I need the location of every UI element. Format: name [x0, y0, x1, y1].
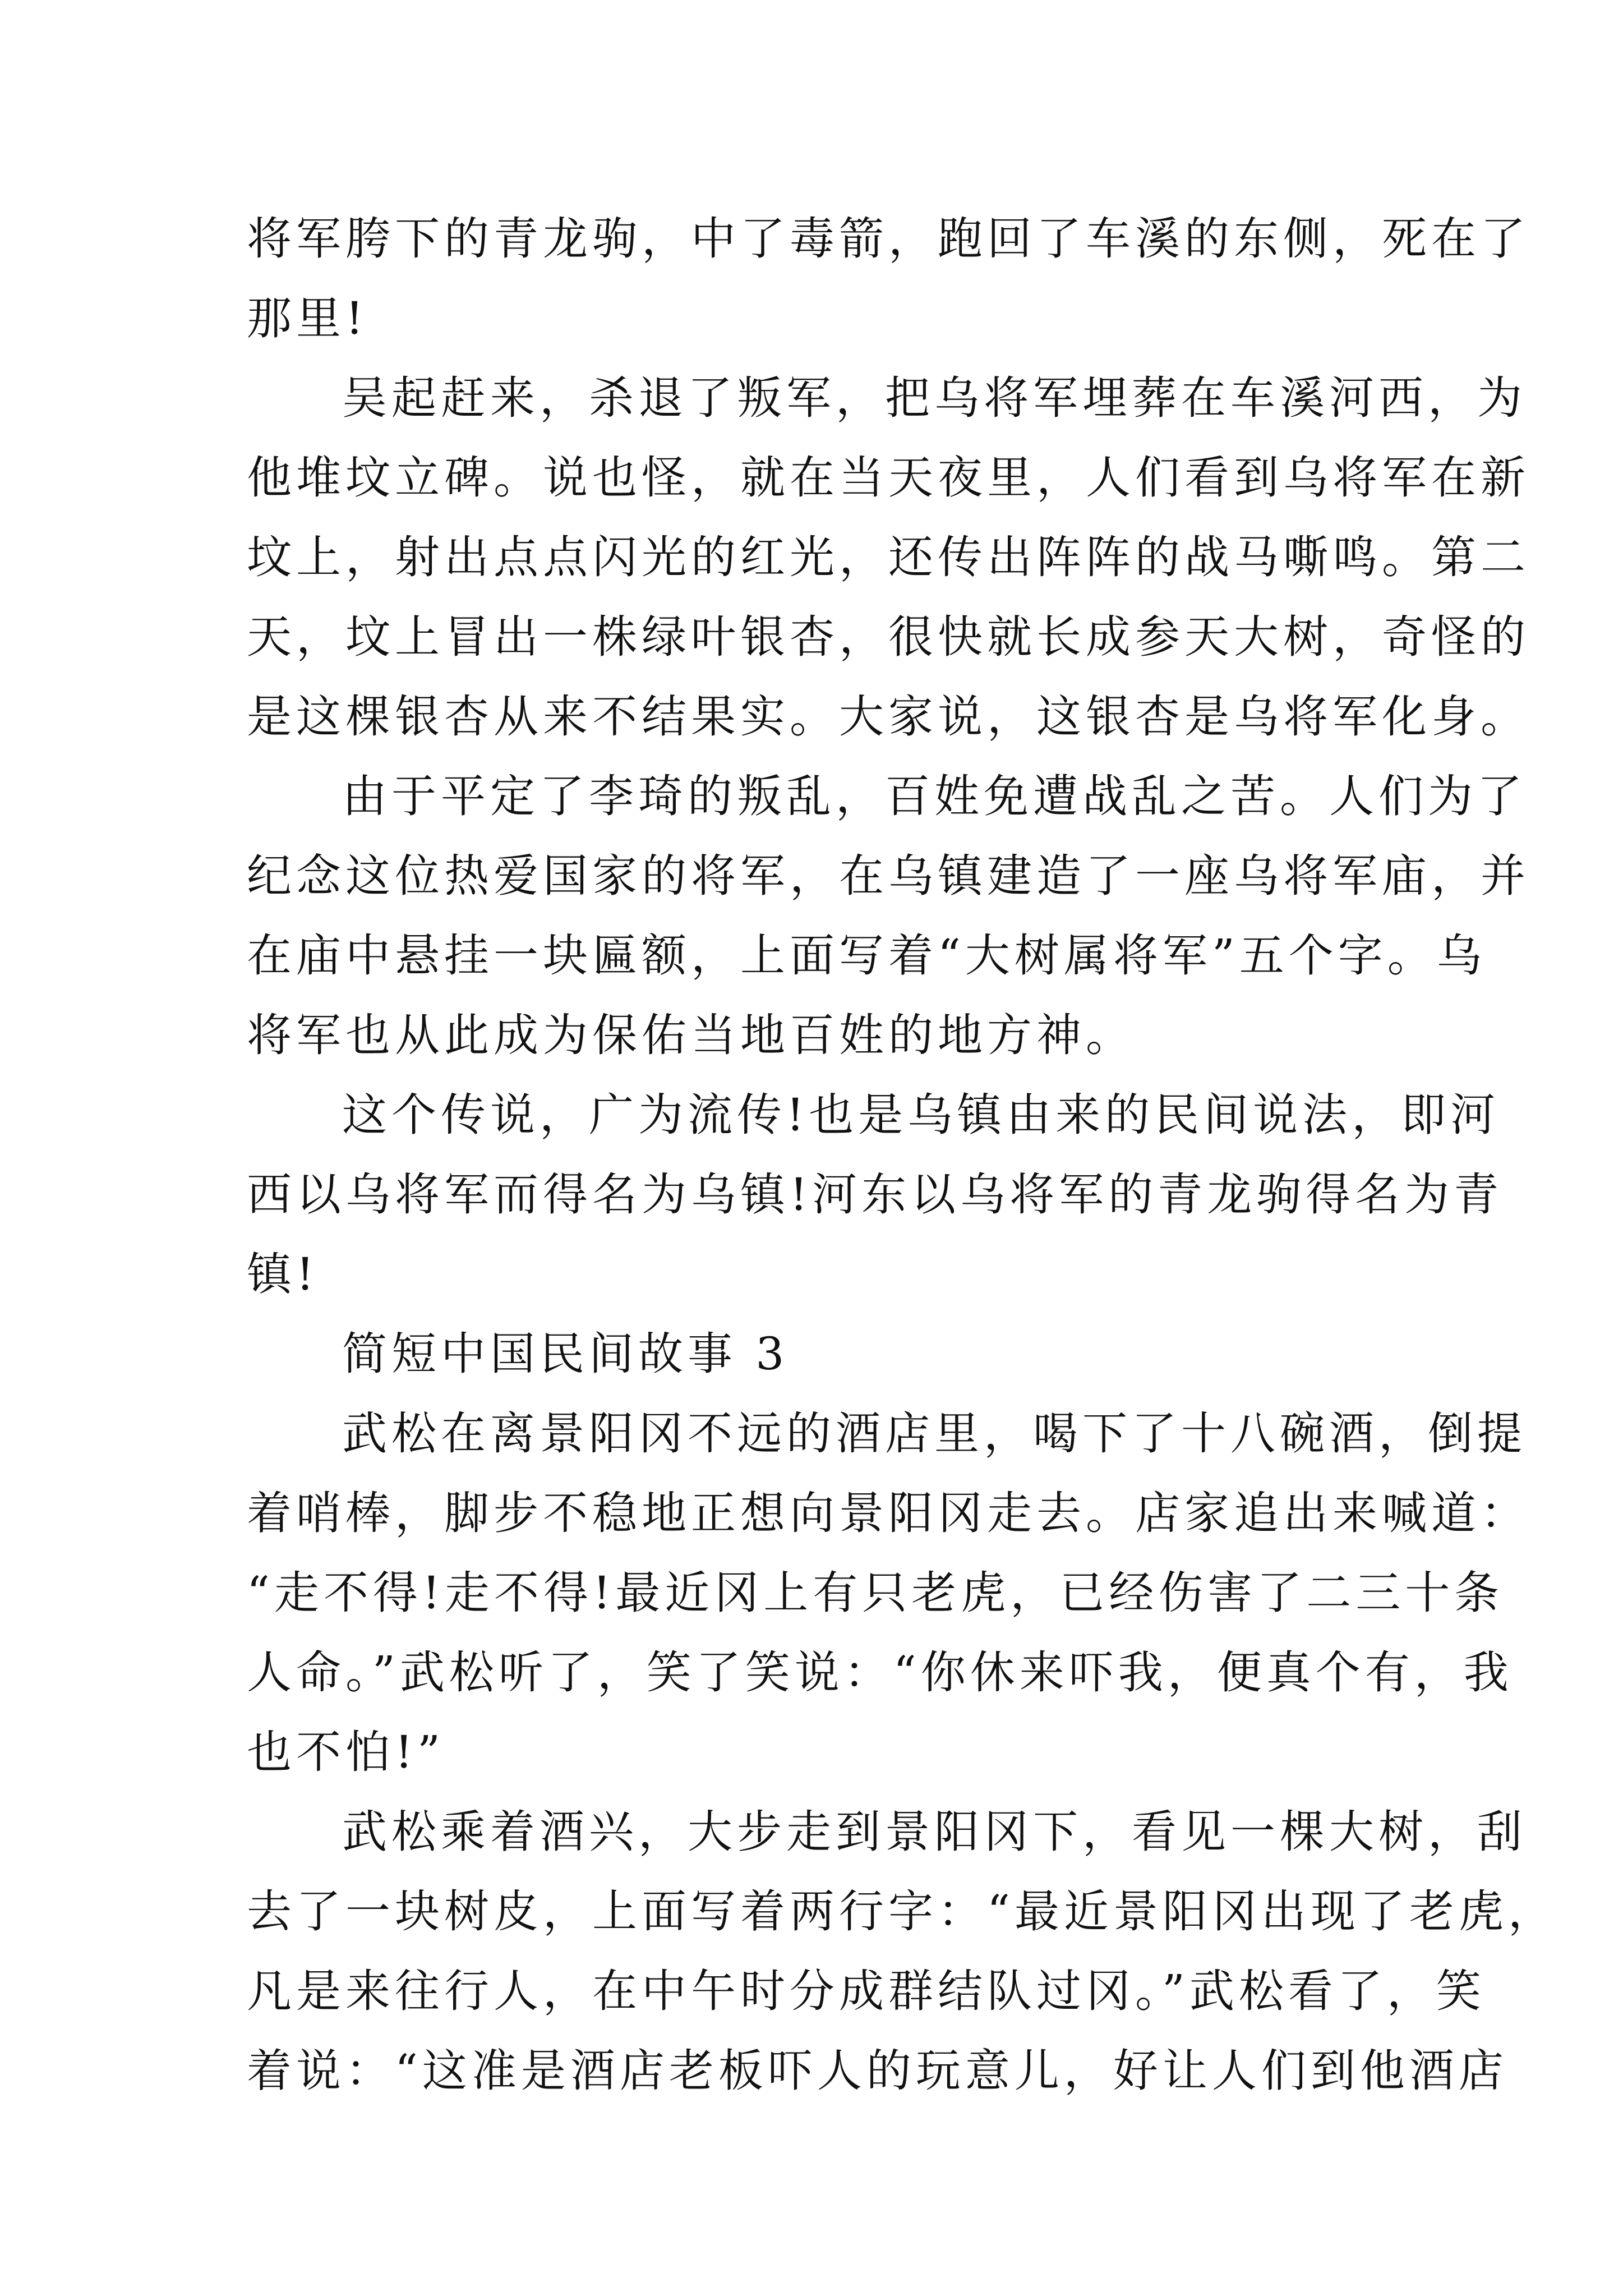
paragraph-start-line: 这个传说，广为流传!也是乌镇由来的民间说法，即河	[342, 1089, 1500, 1141]
text-line: “走不得!走不得!最近冈上有只老虎，已经伤害了二三十条	[247, 1567, 1504, 1619]
text-line: 去了一块树皮，上面写着两行字：“最近景阳冈出现了老虎，	[247, 1885, 1557, 1938]
text-line: 着说：“这准是酒店老板吓人的玩意儿，好让人们到他酒店	[247, 2045, 1508, 2097]
text-line: 纪念这位热爱国家的将军，在乌镇建造了一座乌将军庙，并	[247, 850, 1530, 902]
text-line: 他堆坟立碑。说也怪，就在当天夜里，人们看到乌将军在新	[247, 452, 1530, 504]
text-line: 坟上，射出点点闪光的红光，还传出阵阵的战马嘶鸣。第二	[247, 531, 1530, 583]
text-line: 凡是来往行人，在中午时分成群结队过冈。”武松看了，笑	[247, 1965, 1486, 2017]
text-line: 着哨棒，脚步不稳地正想向景阳冈走去。店家追出来喊道：	[247, 1487, 1530, 1539]
text-line: 将军也从此成为保佑当地百姓的地方神。	[247, 1009, 1135, 1061]
section-heading: 简短中国民间故事 3	[342, 1328, 789, 1380]
paragraph-start-line: 吴起赶来，杀退了叛军，把乌将军埋葬在车溪河西，为	[342, 372, 1527, 424]
story-text	[247, 199, 1557, 2111]
text-line: 将军胯下的青龙驹，中了毒箭，跑回了车溪的东侧，死在了	[247, 213, 1530, 265]
paragraph-start-line: 由于平定了李琦的叛乱，百姓免遭战乱之苦。人们为了	[342, 770, 1527, 822]
text-line: 也不怕!”	[247, 1726, 445, 1778]
paragraph-start-line: 武松乘着酒兴，大步走到景阳冈下，看见一棵大树，刮	[342, 1806, 1527, 1858]
paragraph-start-line: 武松在离景阳冈不远的酒店里，喝下了十八碗酒，倒提	[342, 1407, 1527, 1460]
text-line: 在庙中悬挂一块匾额，上面写着“大树属将军”五个字。乌	[247, 930, 1486, 982]
text-line: 镇!	[247, 1248, 319, 1300]
text-line: 西以乌将军而得名为乌镇!河东以乌将军的青龙驹得名为青	[247, 1168, 1504, 1221]
text-line: 是这棵银杏从来不结果实。大家说，这银杏是乌将军化身。	[247, 691, 1530, 743]
text-line: 天，坟上冒出一株绿叶银杏，很快就长成参天大树，奇怪的	[247, 611, 1530, 663]
text-line: 人命。”武松听了，笑了笑说：“你休来吓我，便真个有，我	[247, 1646, 1513, 1699]
text-line: 那里!	[247, 292, 368, 344]
